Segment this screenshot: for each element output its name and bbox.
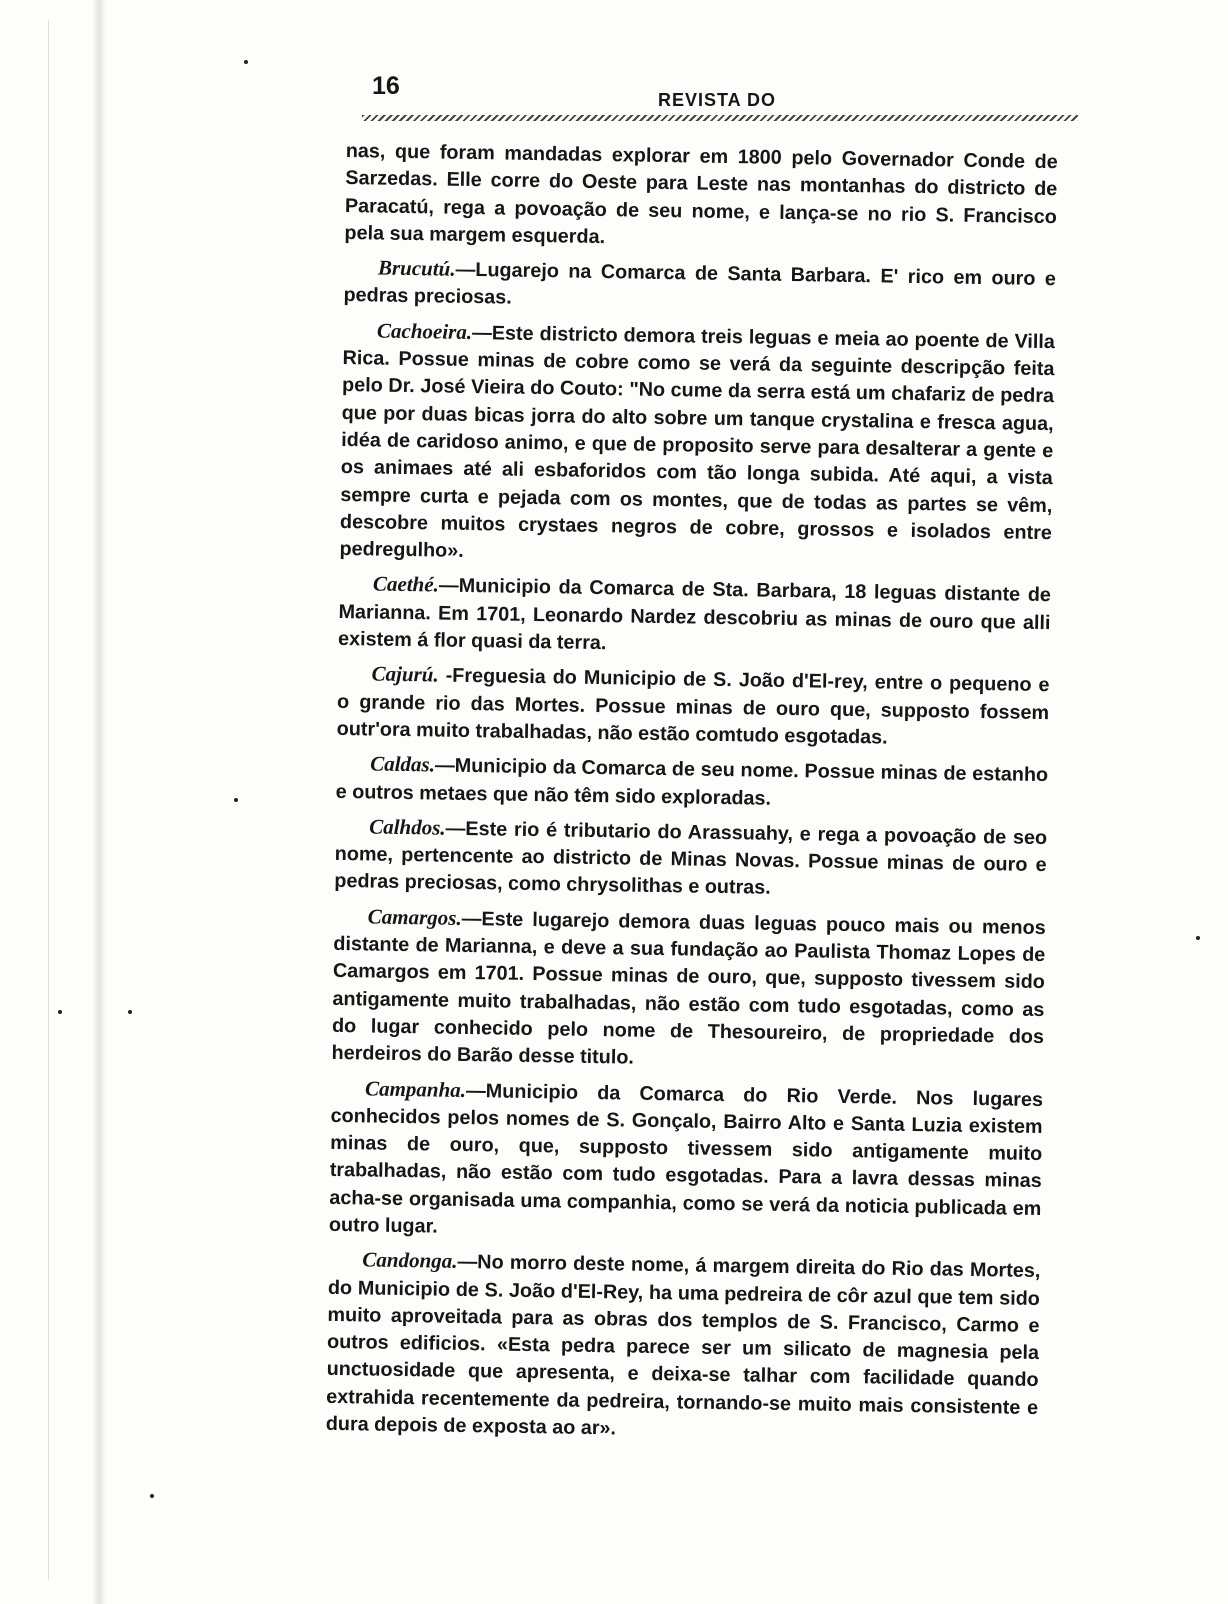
scan-speck (58, 1010, 62, 1014)
entry-term: Candonga. (362, 1247, 458, 1274)
entry-paragraph (336, 750, 1049, 817)
entry-text: —No morro deste nome, á margem direita do Rio das Mortes, do Municipio de S. João d'El-Rey, ha uma pedreira de côr azul que tem sido muito aproveitada para as obras dos templos de S. Francisco, Carmo e outros edificios. «Esta pedra parece ser um silicato de magnesia pela unctuosidade que apresenta, e deixa-se talhar com facilidade quando extrahida recentemente da pedreira, tornando-se muito mais consistente e dura depois de exposta ao ar». (325, 1251, 1041, 1440)
scan-shadow (92, 0, 106, 1604)
entry-text: —Municipio da Comarca de seu nome. Possue minas de estanho e outros metaes que não têm sido exploradas. (335, 754, 1049, 810)
entry-paragraph (338, 570, 1051, 664)
entry-paragraph (331, 903, 1046, 1079)
entry-paragraph (334, 813, 1047, 907)
entry-term: Camargos. (367, 904, 462, 930)
entry-term: Cajurú. (371, 661, 439, 687)
header-rule (362, 115, 1078, 121)
entry-term: Cachoeira. (376, 318, 473, 344)
entry-text: -Freguesia do Municipio de S. João d'El-rey, entre o pequeno e o grande rio das Mortes. Possue minas de ouro que, supposto fossem outr'ora muito trabalhadas, não estão comtudo esgotadas. (336, 664, 1050, 749)
article-body (325, 138, 1057, 1456)
entry-text: —Municipio da Comarca de Sta. Barbara, 18 leguas distante de Marianna. Em 1701, Leonardo Nardez descobriu as minas de ouro que alli existem á flor quasi da terra. (337, 574, 1052, 655)
entry-text: —Municipio da Comarca do Rio Verde. Nos lugares conhecidos pelos nomes de S. Gonçalo, Bairro Alto e Santa Luzia existem minas de ouro, que, supposto tivessem sido antigamente muito trabalhadas, não estão com tudo esgotadas. Para a lavra dessas minas acha-se organisada uma companhia, como se verá da noticia publicada em outro lugar. (328, 1079, 1044, 1238)
entry-text: —Lugarejo na Comarca de Santa Barbara. E' rico em ouro e pedras preciosas. (343, 258, 1057, 310)
entry-term: Caethé. (372, 571, 440, 597)
scan-speck (150, 1494, 154, 1498)
entry-term: Campanha. (364, 1075, 467, 1102)
entry-paragraph (336, 660, 1049, 754)
scan-speck (128, 1010, 132, 1014)
running-title: REVISTA DO (658, 90, 777, 110)
scan-line (48, 20, 49, 1580)
scan-speck (244, 60, 248, 64)
scan-speck (1196, 936, 1200, 940)
entry-paragraph (339, 317, 1055, 575)
entry-term: Brucutú. (377, 255, 456, 281)
entry-text: —Este lugarejo demora duas leguas pouco mais ou menos distante de Marianna, e deve a sua fundação ao Paulista Thomaz Lopes de Camargos em 1701. Possue minas de ouro, que, supposto tivessem sido antigamente muito trabalhadas, não estão com tudo esgotadas, como as do lugar conhecido pelo nome de Thesoureiro, de propriedade dos herdeiros do Barão desse titulo. (331, 907, 1046, 1069)
entry-term: Caldas. (369, 751, 436, 777)
scan-speck (234, 798, 238, 802)
entry-text: —Este rio é tributario do Arassuahy, e rega a povoação de seo nome, pertencente ao districto de Minas Novas. Possue minas de ouro e pedras preciosas, como chrysolithas e outras. (334, 817, 1048, 900)
entry-text: —Este districto demora treis leguas e meia ao poente de Villa Rica. Possue minas de cobre como se verá da seguinte descripção feita pelo Dr. José Vieira do Couto: "No cume da serra está um chafariz de pedra que por duas bicas jorra do alto sobre um tanque crystalina e fresca agua, idéa de caridoso animo, e que de proposito serve para desalterar a gente e os animaes até ali esbaforidos com tão longa subida. Até aqui, a vista sempre curta e pejada com os montes, que de todas as partes se vêm, descobre muitos crystaes negros de cobre, grossos e isolados entre pedregulho». (339, 321, 1056, 563)
entry-paragraph (343, 254, 1056, 321)
entry-term: Calhdos. (369, 814, 446, 840)
page-number: 16 (372, 72, 400, 100)
opening-paragraph: nas, que foram mandadas explorar em 1800 pelo Governador Conde de Sarzedas. Elle corre do Oeste para Leste nas montanhas do districto de Paracatú, rega a povoação de seu nome, e lança-se no rio S. Francisco pela sua margem esquerda. (344, 139, 1058, 248)
entry-paragraph (329, 1074, 1044, 1250)
entry-paragraph (326, 1246, 1041, 1449)
